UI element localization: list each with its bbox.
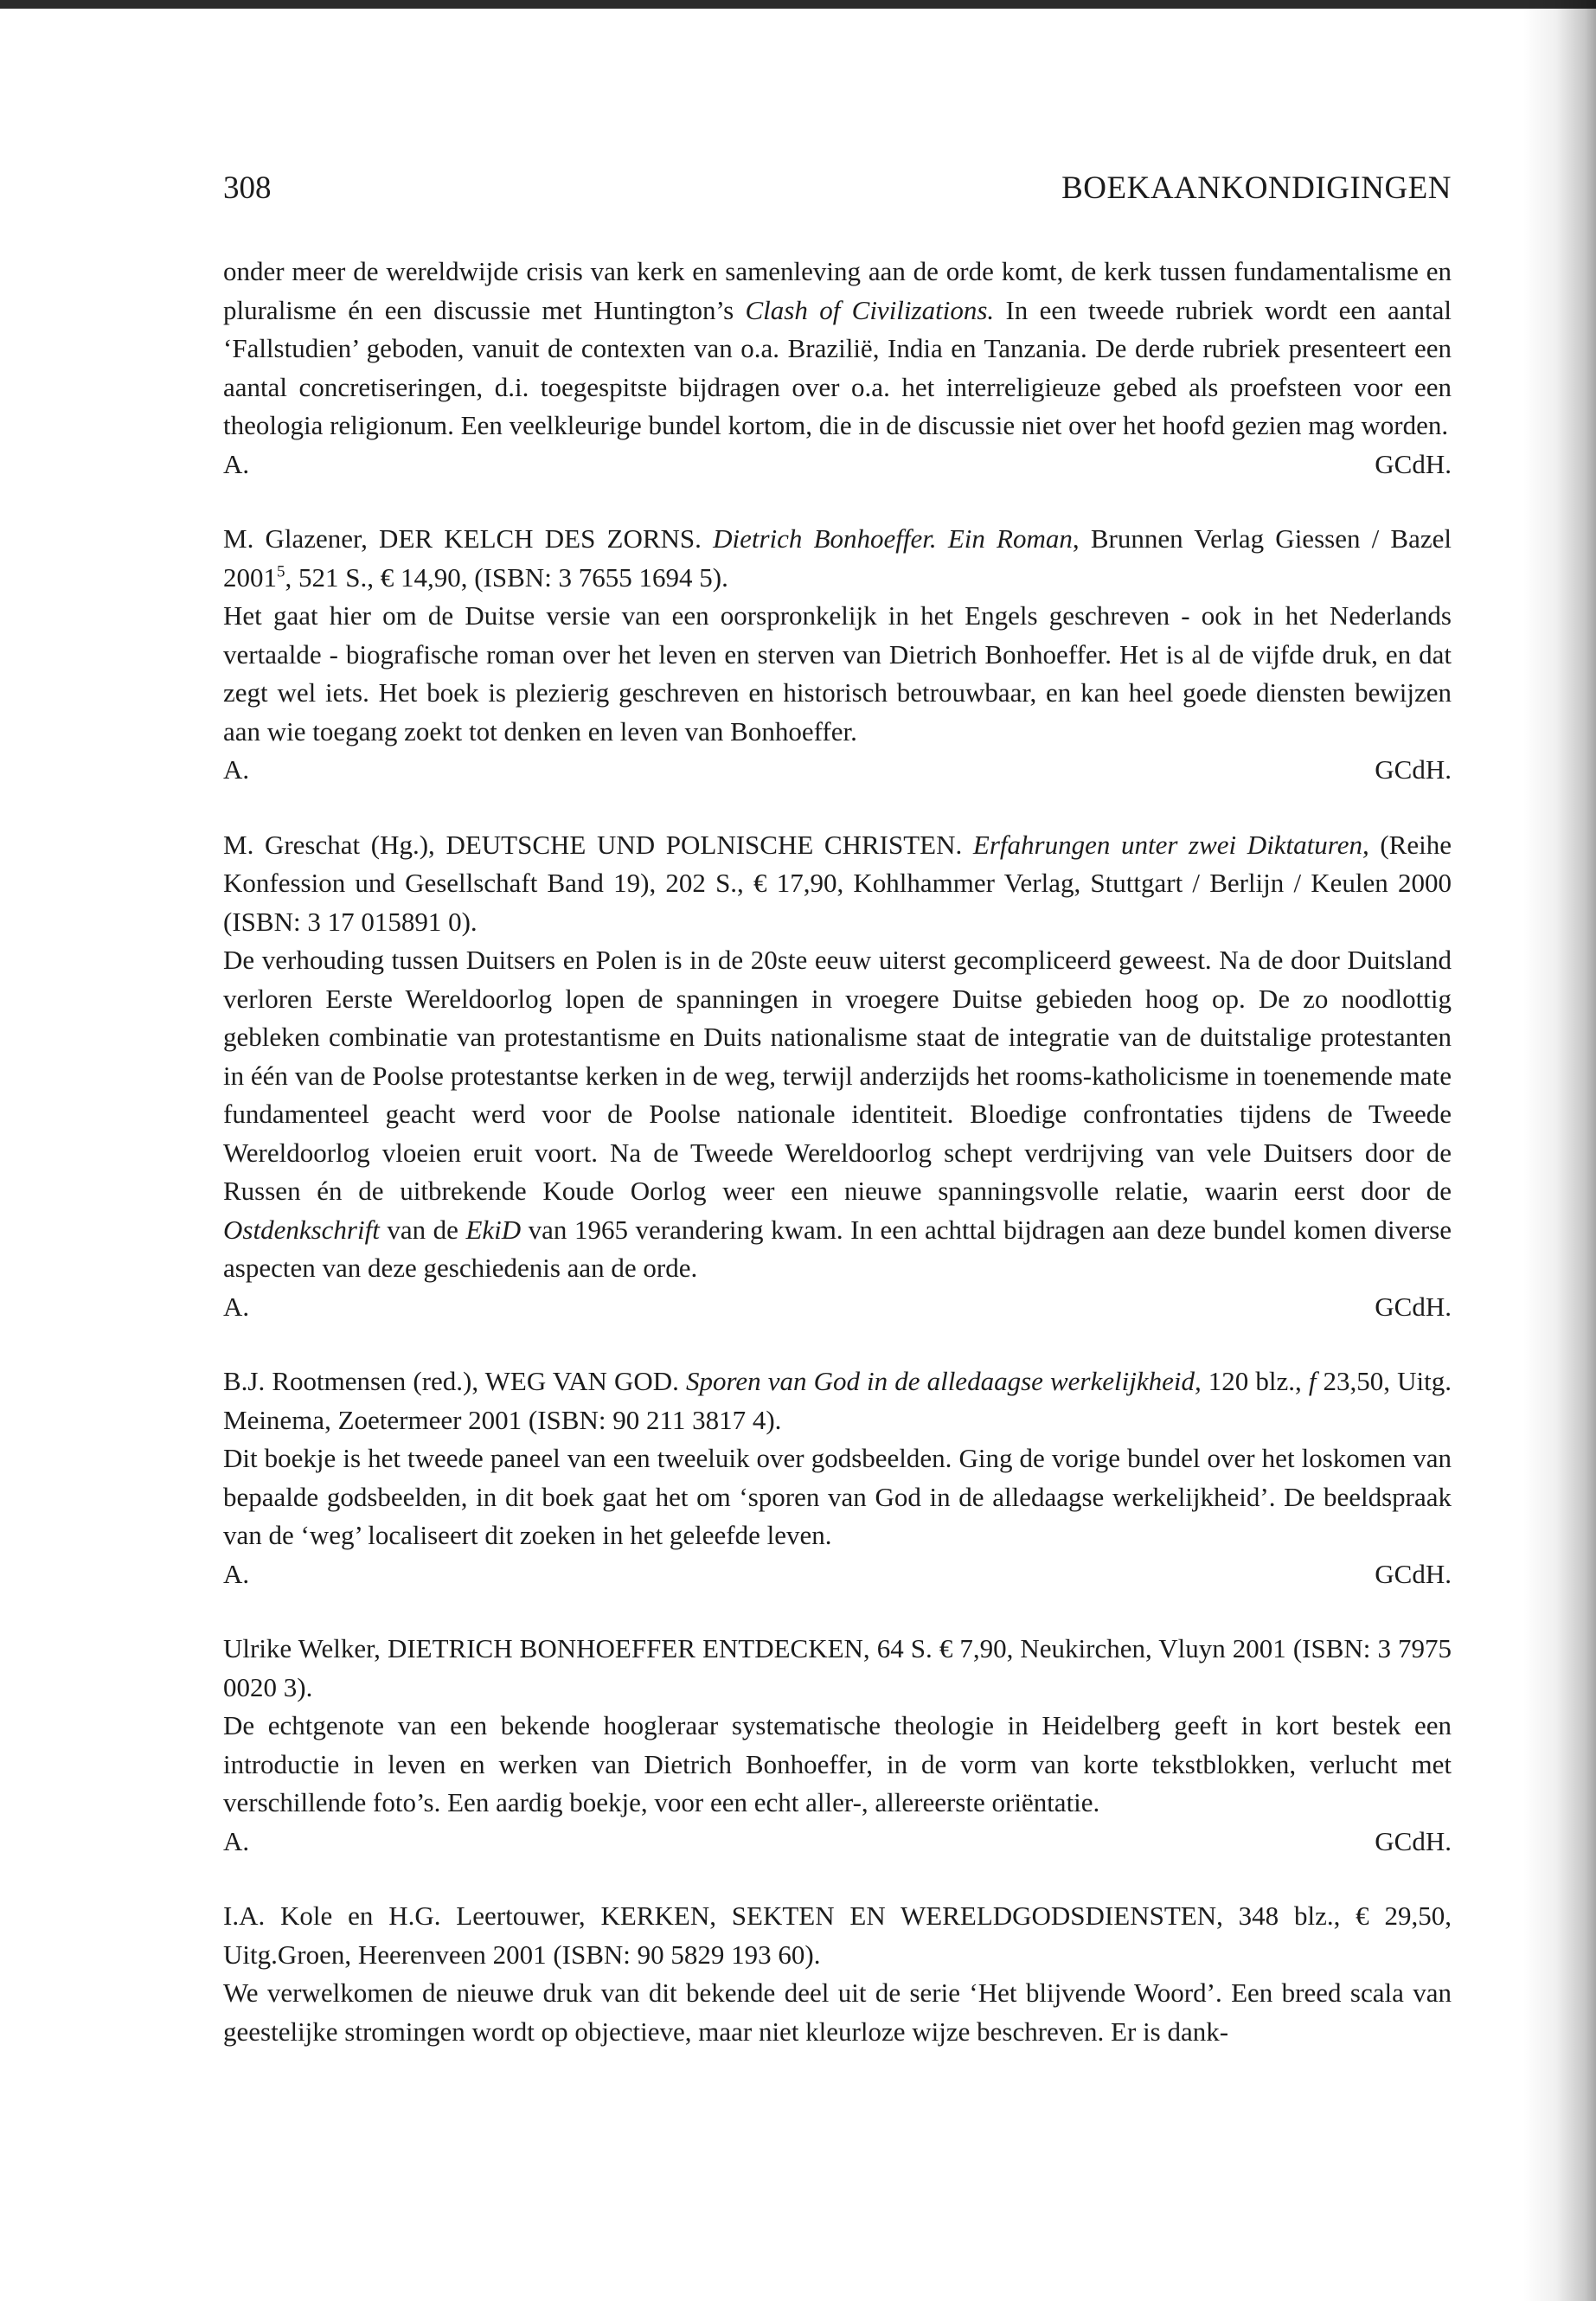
signature-line bbox=[223, 751, 1452, 790]
signature-initial: A. bbox=[223, 1291, 250, 1322]
signature-initial: A. bbox=[223, 448, 250, 479]
book-citation: M. Glazener, DER KELCH DES ZORNS. Dietrich Bonhoeffer. Ein Roman, Brunnen Verlag Giessen / Bazel 2001$^5$, 521 S., € 14,90, (ISBN: 3 7655 1694 5). bbox=[223, 523, 1452, 593]
review-text: De echtgenote van een bekende hoogleraar systematische theologie in Heidelberg geeft in kort bestek een introductie in leven en werken van Dietrich Bonhoeffer, in de vorm van korte tekstblokken, verlucht met verschillende foto’s. Een aardig boekje, voor een echt aller-, allereerste oriëntatie. bbox=[223, 1710, 1452, 1817]
signature-initial: A. bbox=[223, 1558, 250, 1589]
book-citation: M. Greschat (Hg.), DEUTSCHE UND POLNISCHE CHRISTEN. Erfahrungen unter zwei Diktaturen, (Reihe Konfession und Gesellschaft Band 19), 202 S., € 17,90, Kohlhammer Verlag, Stuttgart / Berlijn / Keulen 2000 (ISBN: 3 17 015891 0). bbox=[223, 829, 1452, 937]
signature-author: GCdH. bbox=[1375, 1291, 1452, 1322]
signature-author: GCdH. bbox=[1375, 1558, 1452, 1589]
review-text: Dit boekje is het tweede paneel van een tweeluik over godsbeelden. Ging de vorige bundel over het loskomen van bepaalde godsbeelden, in dit boek gaat het om ‘sporen van God in de alledaagse werkelijkheid’. De beeldspraak van de ‘weg’ localiseert dit zoeken in het geleefde leven. bbox=[223, 1443, 1452, 1550]
signature-author: GCdH. bbox=[1375, 754, 1452, 785]
signature-line bbox=[223, 445, 1452, 484]
signature-line bbox=[223, 1288, 1452, 1327]
review-text: Het gaat hier om de Duitse versie van een oorspronkelijk in het Engels geschreven - ook in het Nederlands vertaalde - biografische roman over het leven en sterven van Dietrich Bonhoeffer. Het is al de vijfde druk, en dat zegt wel iets. Het boek is plezierig geschreven en historisch betrouwbaar, en kan heel goede diensten bewijzen aan wie toegang zoekt tot denken en leven van Bonhoeffer. bbox=[223, 600, 1452, 747]
book-citation: B.J. Rootmensen (red.), WEG VAN GOD. Sporen van God in de alledaagse werkelijkheid, 120 blz., f 23,50, Uitg. Meinema, Zoetermeer 2001 (ISBN: 90 211 3817 4). bbox=[223, 1366, 1452, 1435]
review-text: De verhouding tussen Duitsers en Polen is in de 20ste eeuw uiterst gecompliceerd geweest. Na de door Duitsland verloren Eerste Wereldoorlog lopen de spanningen in vroegere Duitse gebieden hoog op. De zo noodlottig gebleken combinatie van protestantisme en Duits nationalisme staat de integratie van de duitstalige protestanten in één van de Poolse protestantse kerken in de weg, terwijl anderzijds het rooms-katholicisme in toenemende mate fundamenteel geacht werd voor de Poolse nationale identiteit. Bloedige confrontaties tijdens de Tweede Wereldoorlog vloeien eruit voort. Na de Tweede Wereldoorlog schept verdrijving van vele Duitsers door de Russen én de uitbrekende Koude Oorlog weer een nieuwe spanningsvolle relatie, waarin eerst door de Ostdenkschrift van de EkiD van 1965 verandering kwam. In een achttal bijdragen aan deze bundel komen diverse aspecten van deze geschiedenis aan de orde. bbox=[223, 945, 1452, 1283]
signature-author: GCdH. bbox=[1375, 448, 1452, 479]
scan-binding-shadow bbox=[1522, 0, 1596, 2301]
signature-initial: A. bbox=[223, 1825, 250, 1856]
book-citation: I.A. Kole en H.G. Leertouwer, KERKEN, SEKTEN EN WERELDGODSDIENSTEN, 348 blz., € 29,50, Uitg.Groen, Heerenveen 2001 (ISBN: 90 5829 193 60). bbox=[223, 1900, 1452, 1970]
review-text: We verwelkomen de nieuwe druk van dit bekende deel uit de serie ‘Het blijvende Woord’. Een breed scala van geestelijke stromingen wordt op objectieve, maar niet kleurloze wijze beschreven. Er is dank- bbox=[223, 1977, 1452, 2047]
intro-paragraph: onder meer de wereldwijde crisis van kerk en samenleving aan de orde komt, de kerk tussen fundamentalisme en pluralisme én een discussie met Huntington’s Clash of Civilizations. In een tweede rubriek wordt een aantal ‘Fallstudien’ geboden, vanuit de contexten van o.a. Brazilië, India en Tanzania. De derde rubriek presenteert een aantal concretiseringen, d.i. toegespitste bijdragen over o.a. het interreligieuze gebed als proefsteen voor een theologia religionum. Een veelkleurige bundel kortom, die in de discussie niet over het hoofd gezien mag worden. bbox=[223, 256, 1452, 440]
signature-line bbox=[223, 1555, 1452, 1594]
signature-author: GCdH. bbox=[1375, 1825, 1452, 1856]
section-title: BOEKAANKONDIGINGEN bbox=[1061, 170, 1452, 206]
scan-top-edge bbox=[0, 0, 1596, 9]
book-citation: Ulrike Welker, DIETRICH BONHOEFFER ENTDECKEN, 64 S. € 7,90, Neukirchen, Vluyn 2001 (ISBN: 3 7975 0020 3). bbox=[223, 1633, 1452, 1702]
signature-line bbox=[223, 1823, 1452, 1862]
page-content bbox=[223, 253, 1452, 2051]
signature-initial: A. bbox=[223, 754, 250, 785]
page-number: 308 bbox=[223, 170, 272, 206]
